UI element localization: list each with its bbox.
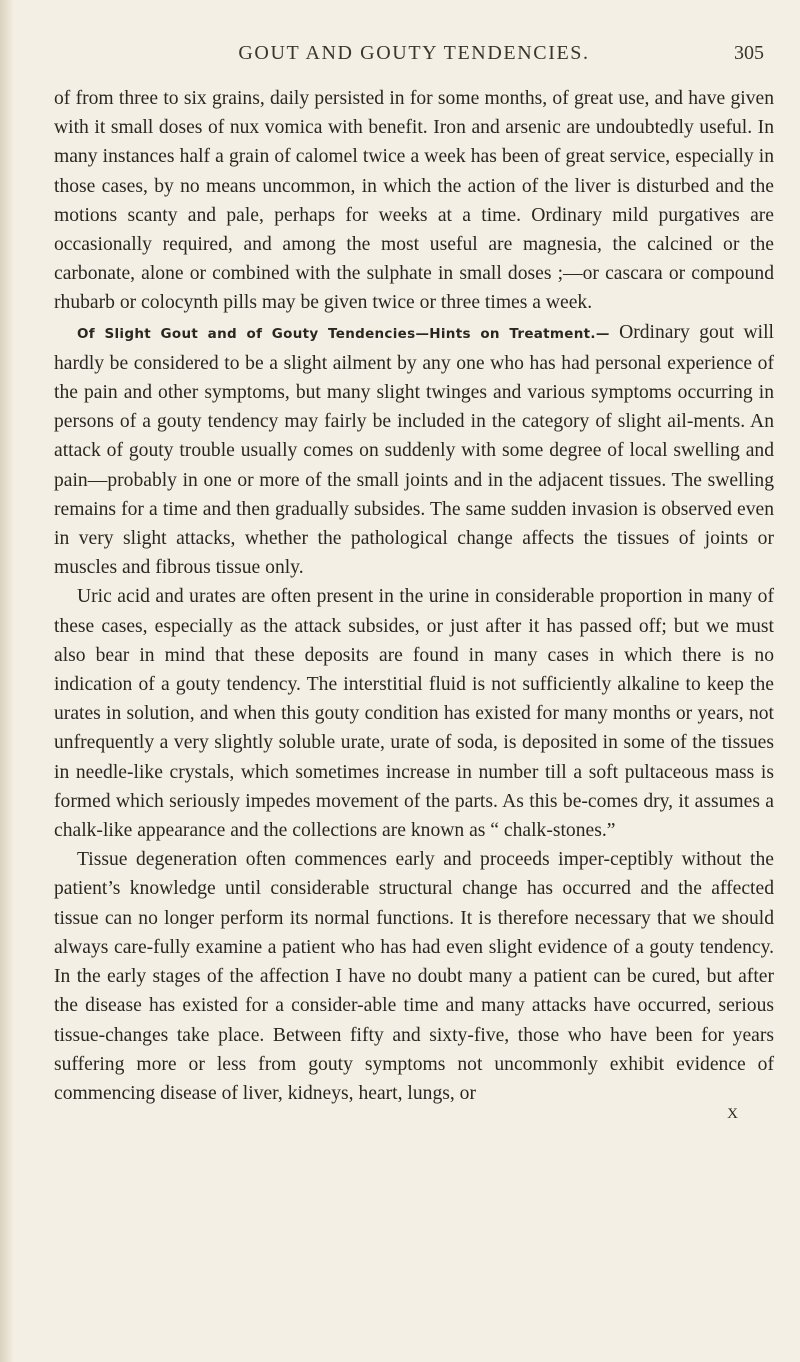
running-header [54,42,774,76]
paragraph-text: Tissue degeneration often commences early and proceeds imper-ceptibly without the patient’s knowledge until considerable structural change has occurred and the affected tissue can no longer perform its normal functions. It is therefore necessary that we should always care-fully examine a patient who has had even slight evidence of a gouty tendency. In the early stages of the affection I have no doubt many a patient can be cured, but after the disease has existed for a consider-able time and many attacks have occurred, serious tissue-changes take place. Between fifty and sixty-five, those who have been for years suffering more or less from gouty symptoms not uncommonly exhibit evidence of commencing disease of liver, kidneys, heart, lungs, or [54,849,774,1104]
page-number: 305 [734,42,764,64]
page-gutter-shadow [0,0,14,1362]
page-body [54,84,774,1122]
paragraph-1 [54,84,774,318]
section-heading: Of Slight Gout and of Gouty Tendencies—Hints on Treatment.— [77,325,610,342]
running-title: GOUT AND GOUTY TENDENCIES. [238,42,590,64]
paragraph-text: of from three to six grains, daily persisted in for some months, of great use, and have given with it small doses of nux vomica with benefit. Iron and arsenic are undoubtedly useful. In many instances half a grain of calomel twice a week has been of great service, especially in those cases, by no means uncommon, in which the action of the liver is disturbed and the motions scanty and pale, perhaps for weeks at a time. Ordinary mild purgatives are occasionally required, and among the most useful are magnesia, the calcined or the carbonate, alone or combined with the sulphate in small doses ;—or cascara or compound rhubarb or colocynth pills may be given twice or three times a week. [54,88,774,314]
signature-mark: X [727,1106,738,1123]
paragraph-4 [54,845,774,1108]
paragraph-2 [54,318,774,583]
paragraph-text: Uric acid and urates are often present in the urine in considerable proportion in many of these cases, especially as the attack subsides, or just after it has passed off; but we must also bear in mind that these deposits are found in many cases in which there is no indication of a gouty tendency. The interstitial fluid is not sufficiently alkaline to keep the urates in solution, and when this gouty condition has existed for many months or years, not unfrequently a very slightly soluble urate, urate of soda, is deposited in some of the tissues in needle-like crystals, which sometimes increase in number till a soft pultaceous mass is formed which seriously impedes movement of the parts. As this be-comes dry, it assumes a chalk-like appearance and the collections are known as “ chalk-stones.” [54,586,774,842]
paragraph-text: Ordinary gout will hardly be considered to be a slight ailment by any one who has had personal experience of the pain and other symptoms, but many slight twinges and various symptoms occurring in persons of a gouty tendency may fairly be included in the category of slight ail-ments. An attack of gouty trouble usually comes on suddenly with some degree of local swelling and pain—probably in one or more of the small joints and in the adjacent tissues. The swelling remains for a time and then gradually subsides. The same sudden invasion is observed even in very slight attacks, whether the pathological change affects the tissues of joints or muscles and fibrous tissue only. [54,321,774,579]
paragraph-3 [54,582,774,845]
book-page [54,42,774,1122]
